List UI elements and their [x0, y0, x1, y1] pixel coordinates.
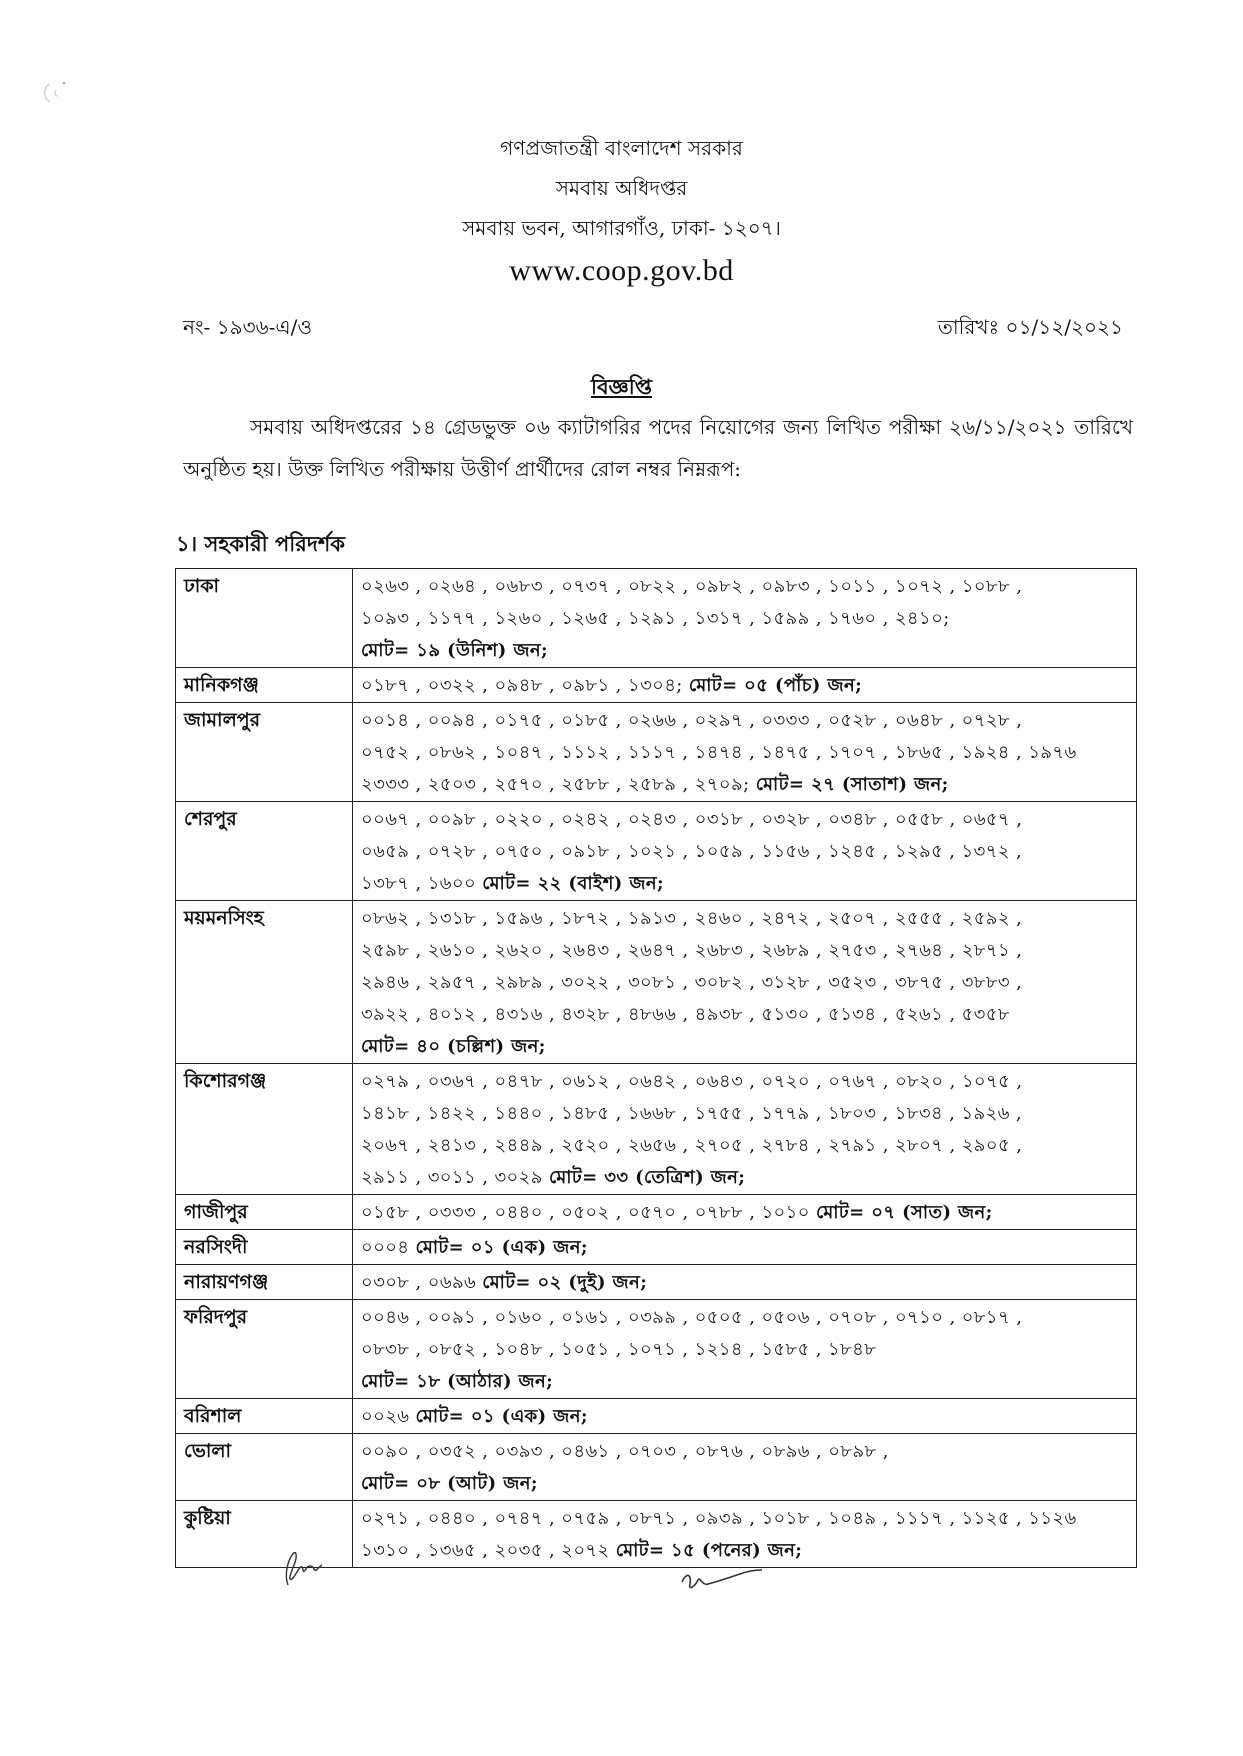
roll-line [361, 967, 1128, 999]
total-count: মোট= ০৮ (আট) জন; [361, 1473, 538, 1494]
signature-left [278, 1535, 324, 1591]
table-row [176, 802, 1137, 901]
table-row [176, 668, 1137, 703]
roll-line [361, 737, 1128, 769]
roll-numbers-cell [353, 569, 1137, 668]
total-count: মোট= ৩৩ (তেত্রিশ) জন; [548, 1167, 746, 1188]
table-row [176, 1230, 1137, 1265]
district-name: গাজীপুর [176, 1195, 353, 1230]
roll-list-text: ২৯১১ , ৩০১১ , ৩০২৯ [361, 1167, 543, 1188]
total-count: মোট= ০১ (এক) জন; [415, 1237, 588, 1258]
roll-numbers-cell [353, 901, 1137, 1064]
roll-line [361, 903, 1128, 935]
roll-numbers-cell [353, 1230, 1137, 1265]
roll-line [361, 670, 1128, 702]
roll-numbers-cell [353, 802, 1137, 901]
roll-numbers-cell [353, 1399, 1137, 1434]
roll-list-text: ০১৮৭ , ০৩২২ , ০৯৪৮ , ০৯৮১ , ১৩০৪; [361, 675, 683, 696]
roll-line [361, 1031, 1128, 1063]
district-name: জামালপুর [176, 703, 353, 802]
roll-list-text: ১০৯৩ , ১১৭৭ , ১২৬০ , ১২৬৫ , ১২৯১ , ১৩১৭ , ১৫৯৯ , ১৭৬০ , ২৪১০; [361, 608, 950, 629]
scan-smudge [40, 80, 68, 106]
roll-list-text: ০০৯০ , ০৩৫২ , ০৩৯৩ , ০৪৬১ , ০৭০৩ , ০৮৭৬ , ০৮৯৬ , ০৮৯৮ , [361, 1441, 889, 1462]
table-row [176, 1300, 1137, 1399]
roll-line [361, 1162, 1128, 1194]
district-name: ঢাকা [176, 569, 353, 668]
roll-line [361, 1302, 1128, 1334]
roll-list-text: ০২৭৯ , ০৩৬৭ , ০৪৭৮ , ০৬১২ , ০৬৪২ , ০৬৪৩ , ০৭২০ , ০৭৬৭ , ০৮২০ , ১০৭৫ , [361, 1071, 1023, 1092]
table-row [176, 1434, 1137, 1501]
roll-line [361, 1232, 1128, 1264]
notice-title: বিজ্ঞপ্তি [590, 374, 653, 399]
roll-line [361, 836, 1128, 868]
roll-list-text: ০৬৫৯ , ০৭২৮ , ০৭৫০ , ০৯১৮ , ১০২১ , ১০৫৯ , ১১৫৬ , ১২৪৫ , ১২৯৫ , ১৩৭২ , [361, 841, 1023, 862]
roll-list-text: ০২৬৩ , ০২৬৪ , ০৬৮৩ , ০৭৩৭ , ০৮২২ , ০৯৮২ , ০৯৮৩ , ১০১১ , ১০৭২ , ১০৮৮ , [361, 576, 1023, 597]
total-count: মোট= ৪০ (চল্লিশ) জন; [361, 1036, 546, 1057]
roll-list-text: ০৮৩৮ , ০৮৫২ , ১০৪৮ , ১০৫১ , ১০৭১ , ১২১৪ , ১৫৮৫ , ১৮৪৮ [361, 1339, 877, 1360]
roll-table [175, 568, 1137, 1568]
district-name: কিশোরগঞ্জ [176, 1064, 353, 1195]
roll-list-text: ০৮৬২ , ১৩১৮ , ১৫৯৬ , ১৮৭২ , ১৯১৩ , ২৪৬০ , ২৪৭২ , ২৫০৭ , ২৫৫৫ , ২৫৯২ , [361, 908, 1023, 929]
roll-list-text: ০০৪৬ , ০০৯১ , ০১৬০ , ০১৬১ , ০৩৯৯ , ০৫০৫ , ০৫০৬ , ০৭০৮ , ০৭১০ , ০৮১৭ , [361, 1307, 1023, 1328]
roll-numbers-cell [353, 1265, 1137, 1300]
roll-list-text: ২৯৪৬ , ২৯৫৭ , ২৯৮৯ , ৩০২২ , ৩০৮১ , ৩০৮২ , ৩১২৮ , ৩৫২৩ , ৩৮৭৫ , ৩৮৮৩ , [361, 972, 1023, 993]
table-row [176, 1195, 1137, 1230]
district-name: ফরিদপুর [176, 1300, 353, 1399]
roll-list-text: ০০৬৭ , ০০৯৮ , ০২২০ , ০২৪২ , ০২৪৩ , ০৩১৮ , ০৩২৮ , ০৩৪৮ , ০৫৫৮ , ০৬৫৭ , [361, 809, 1023, 830]
total-count: মোট= ২৭ (সাতাশ) জন; [755, 774, 949, 795]
roll-line [361, 1066, 1128, 1098]
roll-line [361, 1503, 1128, 1535]
roll-list-text: ০১৫৮ , ০৩৩৩ , ০৪৪০ , ০৫০২ , ০৫৭০ , ০৭৮৮ , ১০১০ [361, 1202, 810, 1223]
district-name: নরসিংদী [176, 1230, 353, 1265]
roll-list-text: ২৫৯৮ , ২৬১০ , ২৬২০ , ২৬৪৩ , ২৬৪৭ , ২৬৮৩ , ২৬৮৯ , ২৭৫৩ , ২৭৬৪ , ২৮৭১ , [361, 940, 1023, 961]
roll-line [361, 1468, 1128, 1500]
roll-list-text: ০৩০৮ , ০৬৯৬ [361, 1272, 477, 1293]
total-count: মোট= ১৯ (উনিশ) জন; [361, 640, 549, 661]
office-address: সমবায় ভবন, আগারগাঁও, ঢাকা- ১২০৭। [462, 216, 781, 240]
roll-line [361, 1401, 1128, 1433]
district-name: বরিশাল [176, 1399, 353, 1434]
district-name: শেরপুর [176, 802, 353, 901]
department-name: সমবায় অধিদপ্তর [555, 176, 688, 200]
total-count: মোট= ০১ (এক) জন; [415, 1406, 588, 1427]
district-name: মানিকগঞ্জ [176, 668, 353, 703]
roll-list-text: ২০৬৭ , ২৪১৩ , ২৪৪৯ , ২৫২০ , ২৬৫৬ , ২৭০৫ , ২৭৮৪ , ২৭৯১ , ২৮০৭ , ২৯০৫ , [361, 1135, 1023, 1156]
roll-list-text: ০০২৬ [361, 1406, 410, 1427]
total-count: মোট= ০৫ (পাঁচ) জন; [688, 675, 863, 696]
table-row [176, 703, 1137, 802]
roll-list-text: ১৩৮৭ , ১৬০০ [361, 873, 477, 894]
table-row [176, 1064, 1137, 1195]
roll-list-text: ২৩৩৩ , ২৫০৩ , ২৫৭০ , ২৫৮৮ , ২৫৮৯ , ২৭০৯; [361, 774, 750, 795]
total-count: মোট= ২২ (বাইশ) জন; [482, 873, 665, 894]
notice-intro: সমবায় অধিদপ্তরের ১৪ গ্রেডভুক্ত ০৬ ক্যাটাগরির পদের নিয়োগের জন্য লিখিত পরীক্ষা ২৬/১১/২০২১ তারিখে অনুষ্ঠিত হয়। উক্ত লিখিত পরীক্ষায় উত্তীর্ণ প্রার্থীদের রোল নম্বর নিম্নরূপ: [183, 415, 1133, 481]
total-count: মোট= ১৮ (আঠার) জন; [361, 1371, 554, 1392]
roll-numbers-cell [353, 1064, 1137, 1195]
roll-line [361, 1436, 1128, 1468]
roll-numbers-cell [353, 1434, 1137, 1501]
roll-numbers-cell [353, 1195, 1137, 1230]
roll-line [361, 1197, 1128, 1229]
district-name: কুষ্টিয়া [176, 1501, 353, 1568]
section-title: ১। সহকারী পরিদর্শক [176, 531, 345, 556]
letterhead [0, 128, 1243, 294]
roll-line [361, 571, 1128, 603]
district-name: নারায়ণগঞ্জ [176, 1265, 353, 1300]
roll-line [361, 804, 1128, 836]
roll-line [361, 705, 1128, 737]
website-link[interactable]: www.coop.gov.bd [509, 254, 734, 287]
roll-list-text: ১৪১৮ , ১৪২২ , ১৪৪০ , ১৪৮৫ , ১৬৬৮ , ১৭৫৫ , ১৭৭৯ , ১৮০৩ , ১৮৩৪ , ১৯২৬ , [361, 1103, 1023, 1124]
district-name: ভোলা [176, 1434, 353, 1501]
district-name: ময়মনসিংহ [176, 901, 353, 1064]
table-row [176, 901, 1137, 1064]
signature-right [676, 1562, 764, 1598]
roll-list-text: ০০০৪ [361, 1237, 410, 1258]
roll-numbers-cell [353, 703, 1137, 802]
total-count: মোট= ০৭ (সাত) জন; [815, 1202, 993, 1223]
roll-list-text: ০২৭১ , ০৪৪০ , ০৭৪৭ , ০৭৫৯ , ০৮৭১ , ০৯৩৯ , ১০১৮ , ১০৪৯ , ১১১৭ , ১১২৫ , ১১২৬ [361, 1508, 1077, 1529]
roll-numbers-cell [353, 1501, 1137, 1568]
roll-line [361, 1098, 1128, 1130]
roll-line [361, 1366, 1128, 1398]
table-row [176, 1265, 1137, 1300]
total-count: মোট= ০২ (দুই) জন; [482, 1272, 648, 1293]
roll-line [361, 868, 1128, 900]
roll-list-text: ০০১৪ , ০০৯৪ , ০১৭৫ , ০১৮৫ , ০২৬৬ , ০২৯৭ , ০৩৩৩ , ০৫২৮ , ০৬৪৮ , ০৭২৮ , [361, 710, 1023, 731]
reference-number: নং- ১৯৩৬-এ/ও [183, 315, 313, 339]
roll-line [361, 603, 1128, 635]
roll-list-text: ০৭৫২ , ০৮৬২ , ১০৪৭ , ১১১২ , ১১১৭ , ১৪৭৪ , ১৪৭৫ , ১৭০৭ , ১৮৬৫ , ১৯২৪ , ১৯৭৬ [361, 742, 1077, 763]
roll-numbers-cell [353, 1300, 1137, 1399]
roll-numbers-cell [353, 668, 1137, 703]
roll-list-text: ৩৯২২ , ৪০১২ , ৪৩১৬ , ৪৩২৮ , ৪৮৬৬ , ৪৯৩৮ , ৫১৩০ , ৫১৩৪ , ৫২৬১ , ৫৩৫৮ [361, 1004, 1010, 1025]
roll-line [361, 999, 1128, 1031]
roll-line [361, 1267, 1128, 1299]
roll-list-text: ১৩১০ , ১৩৬৫ , ২০৩৫ , ২০৭২ [361, 1540, 610, 1561]
notice-date: তারিখঃ ০১/১২/২০২১ [937, 315, 1123, 339]
total-count: মোট= ১৫ (পনের) জন; [615, 1540, 803, 1561]
roll-line [361, 769, 1128, 801]
roll-line [361, 935, 1128, 967]
roll-line [361, 1130, 1128, 1162]
roll-line [361, 635, 1128, 667]
roll-table-body [176, 569, 1137, 1568]
roll-line [361, 1334, 1128, 1366]
table-row [176, 1399, 1137, 1434]
govt-name: গণপ্রজাতন্ত্রী বাংলাদেশ সরকার [500, 136, 743, 160]
table-row [176, 569, 1137, 668]
